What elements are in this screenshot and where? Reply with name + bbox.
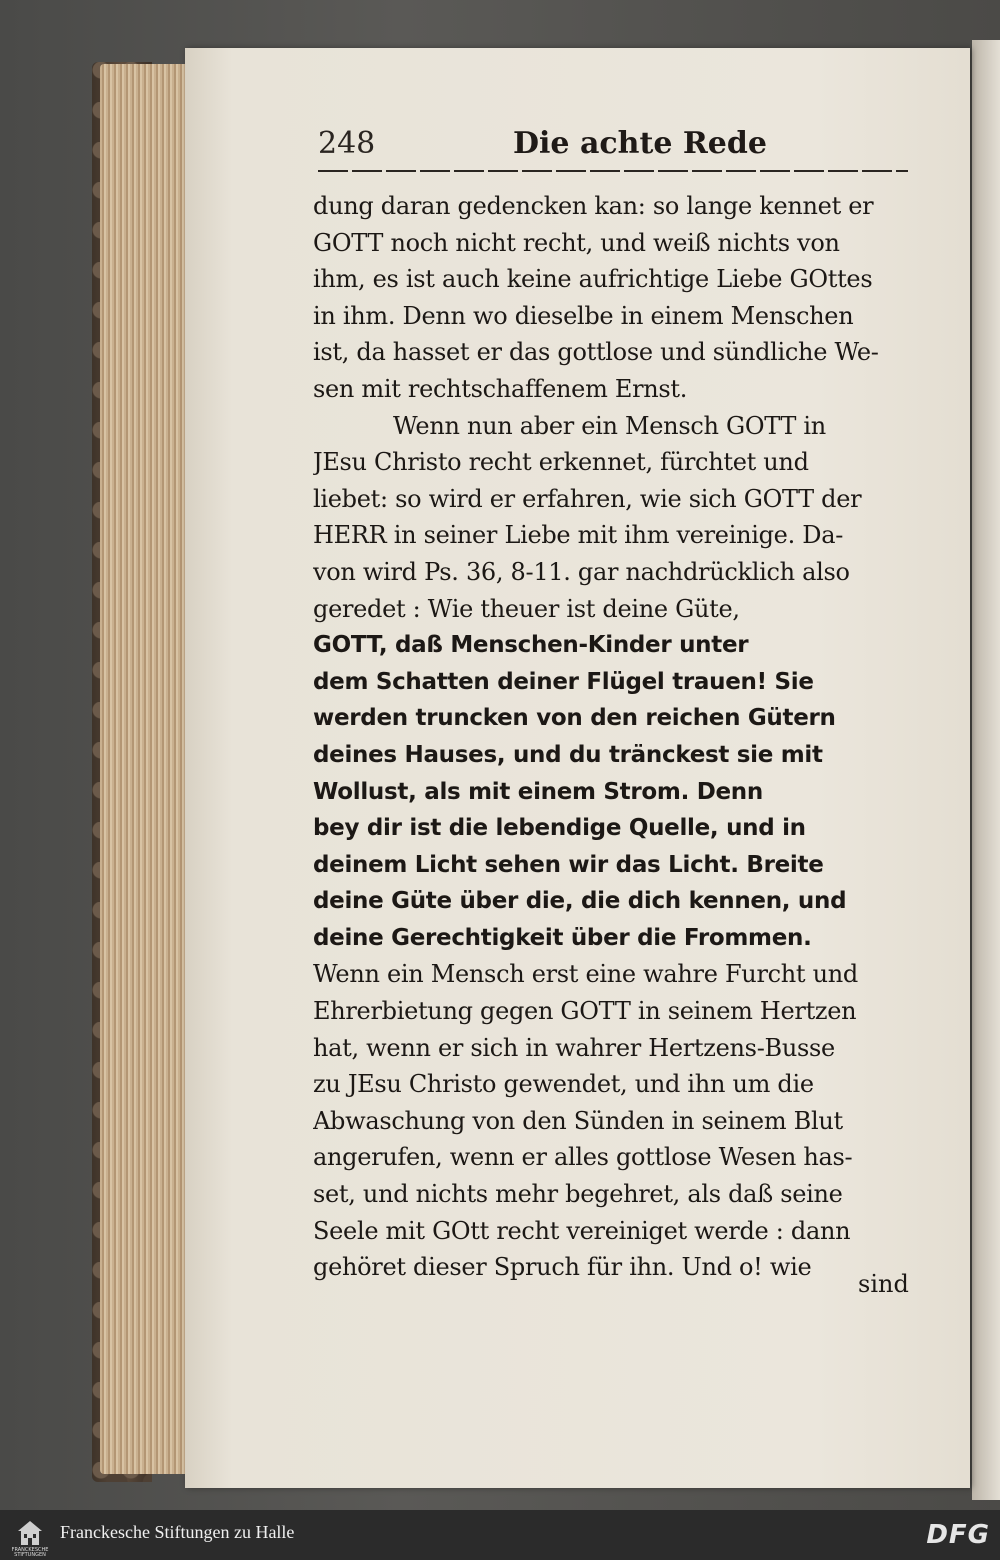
body-text bbox=[313, 188, 913, 1286]
page-number: 248 bbox=[318, 126, 376, 161]
quote-line: bey dir ist die lebendige Quelle, und in bbox=[313, 815, 806, 842]
text-line: liebet: so wird er erfahren, wie sich GOTT der bbox=[313, 484, 862, 513]
running-head: Die achte Rede bbox=[513, 126, 767, 161]
text-line: GOTT noch nicht recht, und weiß nichts von bbox=[313, 228, 840, 257]
text-line: dung daran gedencken kan: so lange kennet er bbox=[313, 192, 874, 220]
text-line: Wenn nun aber ein Mensch GOTT in bbox=[393, 411, 826, 440]
text-line: Ehrerbietung gegen GOTT in seinem Hertzen bbox=[313, 997, 857, 1026]
text-line: gehöret dieser Spruch für ihn. Und o! wie bbox=[313, 1253, 812, 1282]
text-line: geredet : Wie theuer ist deine Güte, bbox=[313, 594, 740, 623]
logo-caption: FRANCKESCHE STIFTUNGEN bbox=[11, 1547, 49, 1558]
text-line: Seele mit GOtt recht vereiniget werde : dann bbox=[313, 1216, 851, 1245]
text-line: HERR in seiner Liebe mit ihm vereinige. Da- bbox=[313, 521, 844, 550]
text-line: von wird Ps. 36, 8-11. gar nachdrücklich also bbox=[313, 557, 850, 586]
text-line: ist, da hasset er das gottlose und sündliche We- bbox=[313, 338, 879, 367]
text-line: sen mit rechtschaffenem Ernst. bbox=[313, 374, 688, 403]
facing-page-edge bbox=[972, 40, 1000, 1500]
page-edges bbox=[100, 64, 195, 1474]
text-line: hat, wenn er sich in wahrer Hertzens-Busse bbox=[313, 1033, 835, 1062]
catchword: sind bbox=[858, 1270, 909, 1298]
text-line: zu JEsu Christo gewendet, und ihn um die bbox=[313, 1070, 814, 1099]
quote-line: deinem Licht sehen wir das Licht. Breite bbox=[313, 851, 824, 878]
quote-line: GOTT, daß Menschen-Kinder unter bbox=[313, 632, 749, 659]
quote-line: werden truncken von den reichen Gütern bbox=[313, 705, 836, 732]
dfg-logo-icon[interactable]: DFG bbox=[926, 1520, 990, 1550]
viewer-footer bbox=[0, 1510, 1000, 1560]
text-line: Abwaschung von den Sünden in seinem Blut bbox=[313, 1106, 843, 1135]
text-line: ihm, es ist auch keine aufrichtige Liebe GOttes bbox=[313, 265, 873, 294]
text-line: angerufen, wenn er alles gottlose Wesen has- bbox=[313, 1143, 853, 1172]
quote-line: deine Güte über die, die dich kennen, und bbox=[313, 888, 847, 915]
quote-line: Wollust, als mit einem Strom. Denn bbox=[313, 778, 763, 805]
text-line: set, und nichts mehr begehret, als daß seine bbox=[313, 1180, 843, 1209]
quote-line: deines Hauses, und du tränckest sie mit bbox=[313, 741, 823, 768]
text-line: Wenn ein Mensch erst eine wahre Furcht und bbox=[313, 960, 858, 989]
quote-line: deine Gerechtigkeit über die Frommen. bbox=[313, 924, 812, 951]
text-line: JEsu Christo recht erkennet, fürchtet und bbox=[313, 448, 809, 477]
header-rule bbox=[318, 170, 908, 172]
quote-line: dem Schatten deiner Flügel trauen! Sie bbox=[313, 668, 814, 695]
text-line: in ihm. Denn wo dieselbe in einem Menschen bbox=[313, 301, 854, 330]
institution-name[interactable]: Franckesche Stiftungen zu Halle bbox=[60, 1522, 295, 1542]
page-header bbox=[318, 126, 908, 174]
